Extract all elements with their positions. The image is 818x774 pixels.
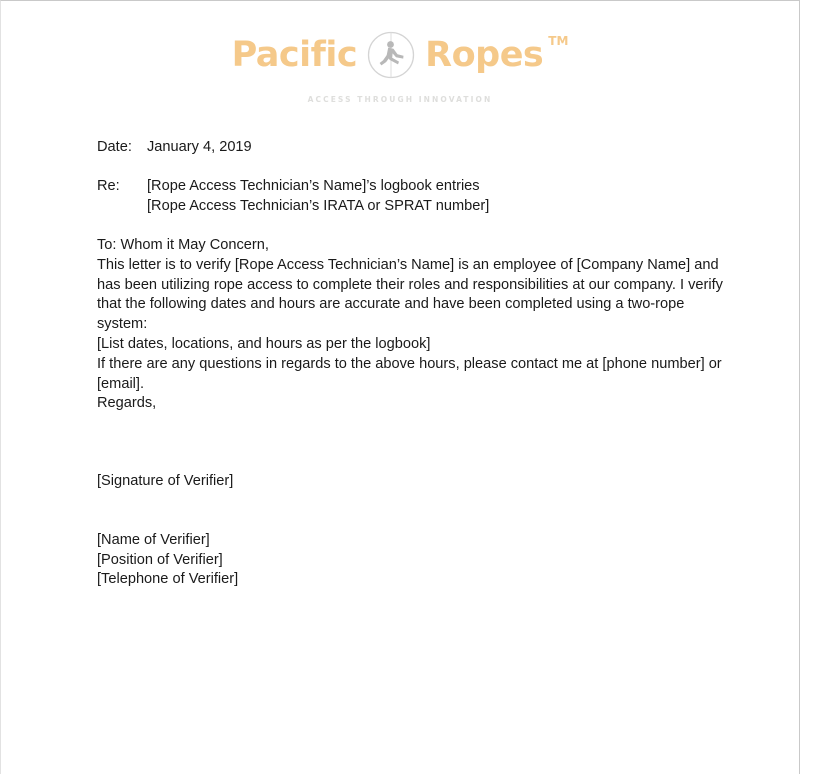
verifier-block — [97, 531, 727, 590]
contact-paragraph: If there are any questions in regards to the above hours, please contact me at [phone number] or [email]. — [97, 355, 722, 392]
signature-space — [97, 414, 727, 472]
verifier-name: [Name of Verifier] — [97, 531, 210, 548]
trademark-symbol: TM — [548, 34, 569, 48]
company-logo — [1, 29, 799, 81]
verifier-telephone: [Telephone of Verifier] — [97, 571, 239, 588]
logo-word-ropes: Ropes — [425, 34, 544, 75]
rope-access-climber-circle-icon — [366, 30, 416, 80]
body-paragraph: This letter is to verify [Rope Access Technician’s Name] is an employee of [Company Name] and has been utilizing rope access to complete their roles and responsibilities at our company. I verify that the following dates and hours are accurate and have been completed using a two-rope system: — [97, 256, 723, 333]
verifier-space — [97, 492, 727, 531]
salutation: To: Whom it May Concern, — [97, 236, 269, 253]
logo-word-pacific: Pacific — [231, 34, 358, 75]
subject-line-2: [Rope Access Technician’s IRATA or SPRAT number] — [147, 197, 490, 214]
subject-label: Re: — [97, 178, 120, 195]
date-value: January 4, 2019 — [147, 139, 252, 155]
closing: Regards, — [97, 395, 157, 412]
subject-row — [97, 177, 727, 216]
verifier-position: [Position of Verifier] — [97, 551, 223, 568]
logbook-placeholder: [List dates, locations, and hours as per the logbook] — [97, 335, 431, 352]
date-row — [97, 138, 727, 158]
letter-body — [97, 138, 727, 590]
date-label: Date: — [97, 139, 132, 155]
company-tagline: ACCESS THROUGH INNOVATION — [307, 95, 493, 104]
letterhead — [1, 1, 799, 104]
subject-value — [147, 177, 727, 216]
signature-placeholder: [Signature of Verifier] — [97, 473, 234, 490]
subject-line-1: [Rope Access Technician’s Name]’s logbook entries — [147, 178, 480, 195]
